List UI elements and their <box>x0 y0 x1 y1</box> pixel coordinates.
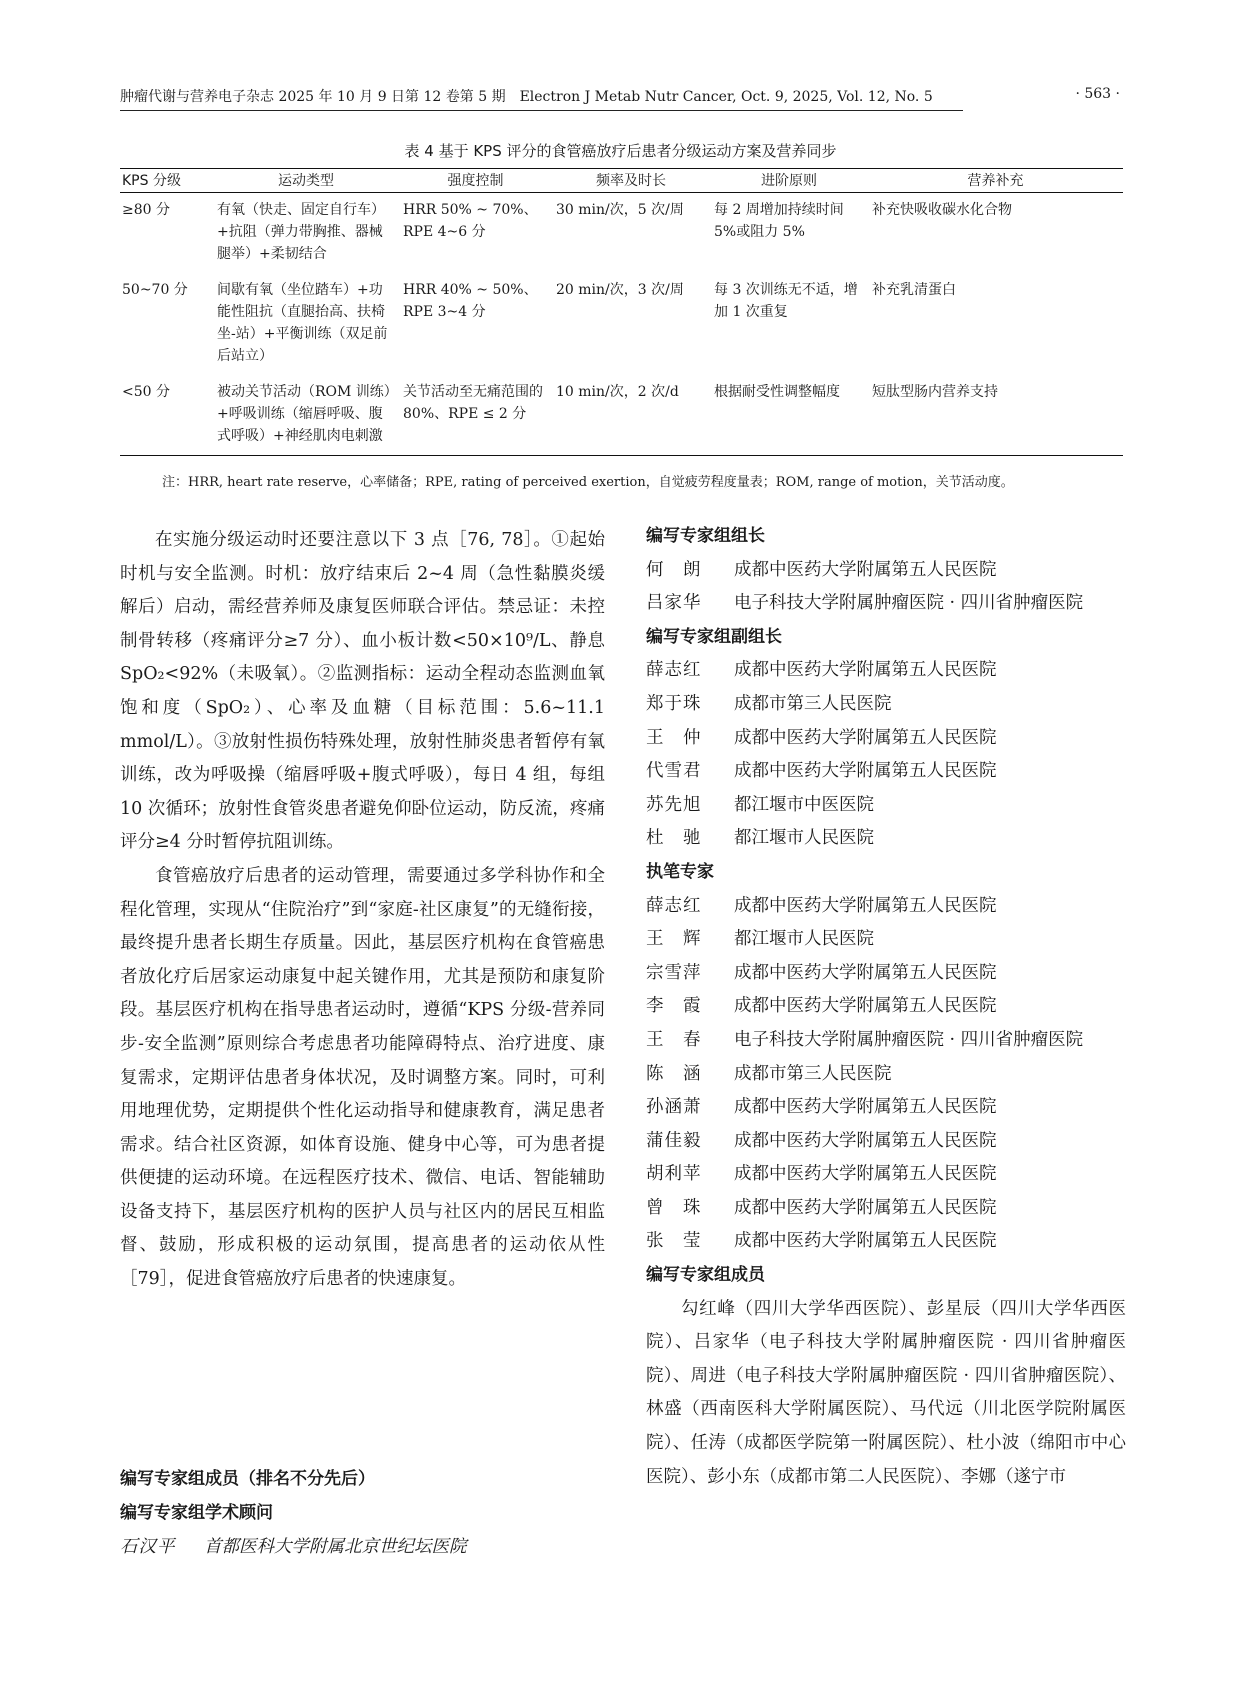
member-name: 苏先旭 <box>646 794 702 815</box>
header-rule <box>120 110 963 111</box>
member-affiliation: 电子科技大学附属肿瘤医院 · 四川省肿瘤医院 <box>734 1029 1084 1050</box>
col-header: 进阶原则 <box>710 169 868 193</box>
left-column <box>120 524 605 1297</box>
member-entry <box>646 890 1126 924</box>
member-affiliation: 都江堰市人民医院 <box>734 929 874 950</box>
table-header-row <box>120 169 1123 193</box>
member-name: 宗雪萍 <box>646 962 702 983</box>
member-affiliation: 成都中医药大学附属第五人民医院 <box>734 1097 997 1118</box>
table-row <box>120 193 1123 274</box>
table-cell: 补充快吸收碳水化合物 <box>872 202 1012 218</box>
member-affiliation: 成都中医药大学附属第五人民医院 <box>734 1197 997 1218</box>
member-entry <box>646 923 1126 957</box>
table-cell: 关节活动至无痛范围的 80%、RPE ≤ 2 分 <box>399 375 552 456</box>
member-entry <box>646 1125 1126 1159</box>
table-cell: <50 分 <box>120 375 213 456</box>
table-cell: 20 min/次，3 次/周 <box>556 282 684 298</box>
member-entry <box>646 1024 1126 1058</box>
member-name: 张 莹 <box>646 1231 702 1252</box>
table-cell: HRR 50% ~ 70%、RPE 4~6 分 <box>403 202 538 240</box>
member-name: 王 春 <box>646 1029 702 1050</box>
member-affiliation: 成都中医药大学附属第五人民医院 <box>734 962 997 983</box>
body-paragraph: 食管癌放疗后患者的运动管理，需要通过多学科协作和全程化管理，实现从“住院治疗”到“家庭-社区康复”的无缝衔接，最终提升患者长期生存质量。因此，基层医疗机构在食管癌患者放化疗后居家运动康复中起关键作用，尤其是预防和康复阶段。基层医疗机构在指导患者运动时，遵循“KPS 分级-营养同步-安全监测”原则综合考虑患者功能障碍特点、治疗进度、康复需求，定期评估患者身体状况，及时调整方案。同时，可利用地理优势，定期提供个性化运动指导和健康教育，满足患者需求。结合社区资源，如体育设施、健身中心等，可为患者提供便捷的运动环境。在远程医疗技术、微信、电话、智能辅助设备支持下，基层医疗机构的医护人员与社区内的居民互相监督、鼓励，形成积极的运动氛围，提高患者的运动依从性［79］，促进食管癌放疗后患者的快速康复。 <box>120 865 605 1290</box>
journal-citation: 肿瘤代谢与营养电子杂志 2025 年 10 月 9 日第 12 卷第 5 期 Electron J Metab Nutr Cancer, Oct. 9, 2025, Vol. 12, No. 5 <box>120 89 933 105</box>
exercise-table <box>120 168 1123 456</box>
member-entry <box>646 957 1126 991</box>
member-name: 郑于珠 <box>646 693 702 714</box>
member-name: 杜 驰 <box>646 828 702 849</box>
members-section <box>120 1462 605 1564</box>
member-name: 代雪君 <box>646 761 702 782</box>
member-affiliation: 成都中医药大学附属第五人民医院 <box>734 1231 997 1252</box>
member-entry <box>646 1058 1126 1092</box>
member-entry <box>646 722 1126 756</box>
table-cell: ≥80 分 <box>122 202 170 218</box>
table-cell: 10 min/次，2 次/d <box>552 375 710 456</box>
col-header: 营养补充 <box>868 169 1123 193</box>
members-paragraph: 勾红峰（四川大学华西医院）、彭星辰（四川大学华西医院）、吕家华（电子科技大学附属肿瘤医院 · 四川省肿瘤医院）、周进（电子科技大学附属肿瘤医院 · 四川省肿瘤医院）、林盛（西南医科大学附属医院）、马代远（川北医学院附属医院）、任涛（成都医学院第一附属医院）、杜小波（绵阳市中心医院）、彭小东（成都市第二人民医院）、李娜（遂宁市 <box>646 1298 1126 1487</box>
right-column <box>646 520 1126 1494</box>
member-name: 孙涵萧 <box>646 1097 702 1118</box>
member-affiliation: 成都市第三人民医院 <box>734 1063 892 1084</box>
advisor-entry <box>120 1530 605 1564</box>
table-note: 注：HRR, heart rate reserve，心率储备；RPE, rating of perceived exertion，自觉疲劳程度量表；ROM, range of motion，关节活动度。 <box>162 475 1014 490</box>
member-affiliation: 成都中医药大学附属第五人民医院 <box>734 727 997 748</box>
member-affiliation: 成都中医药大学附属第五人民医院 <box>734 996 997 1017</box>
member-entry <box>646 654 1126 688</box>
member-affiliation: 首都医科大学附属北京世纪坛医院 <box>204 1537 467 1557</box>
running-header <box>120 86 1120 110</box>
table-cell: 每 3 次训练无不适，增加 1 次重复 <box>714 282 858 320</box>
member-entry <box>646 789 1126 823</box>
table-cell: 根据耐受性调整幅度 <box>710 375 868 456</box>
table-cell: 被动关节活动（ROM 训练）+呼吸训练（缩唇呼吸、腹式呼吸）+神经肌肉电刺激 <box>213 375 399 456</box>
member-affiliation: 成都中医药大学附属第五人民医院 <box>734 1130 997 1151</box>
member-entry <box>646 1158 1126 1192</box>
member-affiliation: 都江堰市人民医院 <box>734 828 874 849</box>
table-cell: 短肽型肠内营养支持 <box>868 375 1123 456</box>
section-heading: 编写专家组学术顾问 <box>120 1503 273 1523</box>
deputy-list <box>646 654 1126 856</box>
member-name: 吕家华 <box>646 593 702 614</box>
table-caption: 表 4 基于 KPS 评分的食管癌放疗后患者分级运动方案及营养同步 <box>404 142 837 160</box>
table-cell: 有氧（快走、固定自行车）+抗阻（弹力带胸推、器械腿举）+柔韧结合 <box>217 202 385 262</box>
table-row <box>120 375 1123 456</box>
member-entry <box>646 1192 1126 1226</box>
member-entry <box>646 554 1126 588</box>
member-affiliation: 成都中医药大学附属第五人民医院 <box>734 660 997 681</box>
section-heading: 执笔专家 <box>646 861 714 882</box>
table-cell: 补充乳清蛋白 <box>872 282 956 298</box>
member-affiliation: 成都中医药大学附属第五人民医院 <box>734 559 997 580</box>
section-heading: 编写专家组副组长 <box>646 626 782 647</box>
member-name: 王 辉 <box>646 929 702 950</box>
member-name: 王 仲 <box>646 727 702 748</box>
col-header: 强度控制 <box>399 169 552 193</box>
table-cell: 每 2 周增加持续时间 5%或阻力 5% <box>714 202 844 240</box>
col-header: KPS 分级 <box>120 169 213 193</box>
body-paragraph: 在实施分级运动时还要注意以下 3 点［76, 78］。①起始时机与安全监测。时机：放疗结束后 2~4 周（急性黏膜炎缓解后）启动，需经营养师及康复医师联合评估。禁忌证：未控制骨转移（疼痛评分≥7 分）、血小板计数<50×10⁹/L、静息 SpO₂<92%（未吸氧）。②监测指标：运动全程动态监测血氧饱和度（SpO₂）、心率及血糖（目标范围：5.6~11.1 mmol/L）。③放射性损伤特殊处理，放射性肺炎患者暂停有氧训练，改为呼吸操（缩唇呼吸+腹式呼吸），每日 4 组，每组 10 次循环；放射性食管炎患者避免仰卧位运动，防反流，疼痛评分≥4 分时暂停抗阻训练。 <box>120 530 605 853</box>
member-entry <box>646 587 1126 621</box>
table-cell: HRR 40% ~ 50%、RPE 3~4 分 <box>403 282 538 320</box>
member-name: 蒲佳毅 <box>646 1130 702 1151</box>
member-affiliation: 成都中医药大学附属第五人民医院 <box>734 895 997 916</box>
member-entry <box>646 1091 1126 1125</box>
writer-list <box>646 890 1126 1260</box>
member-affiliation: 成都中医药大学附属第五人民医院 <box>734 1164 997 1185</box>
member-affiliation: 电子科技大学附属肿瘤医院 · 四川省肿瘤医院 <box>734 593 1084 614</box>
member-affiliation: 都江堰市中医医院 <box>734 794 874 815</box>
table-cell: 间歇有氧（坐位踏车）+功能性阻抗（直腿抬高、扶椅坐-站）+平衡训练（双足前后站立） <box>217 282 388 364</box>
leader-list <box>646 554 1126 621</box>
col-header: 频率及时长 <box>552 169 710 193</box>
member-name: 胡利苹 <box>646 1164 702 1185</box>
table-cell: 50~70 分 <box>122 282 188 298</box>
member-name: 薛志红 <box>646 895 702 916</box>
table-cell: 30 min/次，5 次/周 <box>556 202 684 218</box>
member-entry <box>646 688 1126 722</box>
member-name: 石汉平 <box>120 1537 176 1557</box>
member-name: 何 朗 <box>646 559 702 580</box>
page-number: · 563 · <box>1075 86 1120 102</box>
member-entry <box>646 990 1126 1024</box>
member-name: 李 霞 <box>646 996 702 1017</box>
section-heading: 编写专家组成员（排名不分先后） <box>120 1469 375 1489</box>
member-affiliation: 成都中医药大学附属第五人民医院 <box>734 761 997 782</box>
table-row <box>120 273 1123 375</box>
member-name: 曾 珠 <box>646 1197 702 1218</box>
section-heading: 编写专家组组长 <box>646 526 765 546</box>
member-affiliation: 成都市第三人民医院 <box>734 693 892 714</box>
member-name: 薛志红 <box>646 660 702 681</box>
member-name: 陈 涵 <box>646 1063 702 1084</box>
member-entry <box>646 755 1126 789</box>
member-entry <box>646 1225 1126 1259</box>
member-entry <box>646 822 1126 856</box>
section-heading: 编写专家组成员 <box>646 1265 765 1286</box>
col-header: 运动类型 <box>213 169 399 193</box>
